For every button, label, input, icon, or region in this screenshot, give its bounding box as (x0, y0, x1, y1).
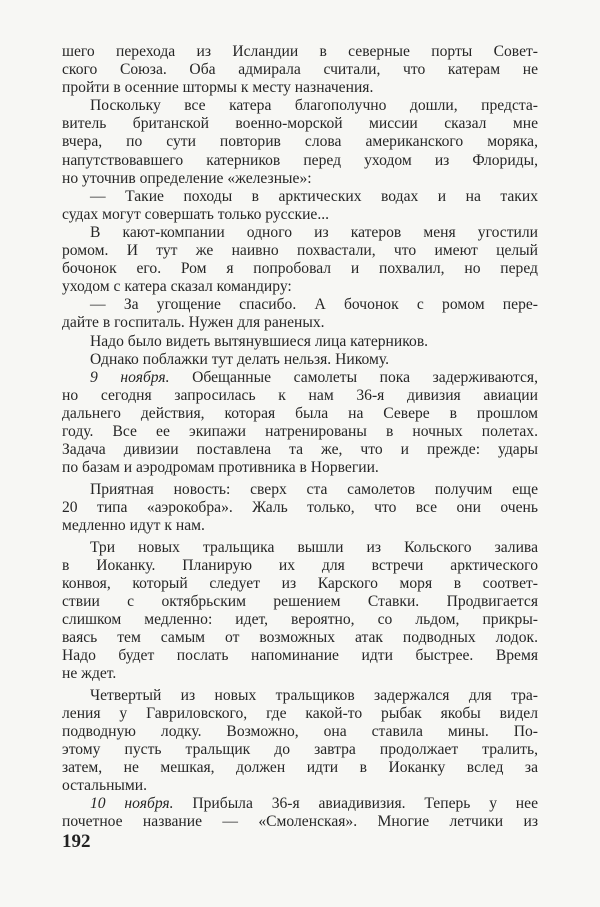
line-text: судах могут совершать только русские... (62, 205, 330, 223)
line-text: напутствовавшего катерников перед уходом из Флориды, (62, 151, 538, 169)
line-text: этому пусть тральщик до завтра продолжает тралить, (62, 741, 538, 759)
line-text: уходом с катера сказал командиру: (62, 278, 292, 296)
line-text: В кают-компании одного из катеров меня угостили (90, 223, 538, 241)
text-line (62, 278, 538, 296)
text-line (62, 296, 538, 314)
text-line (62, 387, 538, 405)
text-line (62, 777, 538, 795)
line-text: Обещанные самолеты пока задерживаются, (169, 368, 538, 386)
line-text: Однако поблажки тут делать нельзя. Никому. (90, 350, 389, 368)
text-line (62, 97, 538, 115)
line-text: медленно идут к нам. (62, 516, 205, 534)
text-line (62, 188, 538, 206)
line-text: но уточнив определение «железные»: (62, 169, 312, 187)
line-text: подводную лодку. Возможно, она ставила мины. По- (62, 722, 538, 740)
text-line (62, 481, 538, 499)
line-text: Прибыла 36-я авиадивизия. Теперь у нее (173, 795, 538, 813)
diary-date: 9 ноября. (90, 368, 170, 386)
text-line (62, 242, 538, 260)
text-line (62, 723, 538, 741)
text-line (62, 260, 538, 278)
book-page-text (62, 43, 538, 832)
line-text: ского Союза. Оба адмирала считали, что катерам не (62, 61, 538, 79)
diary-date: 10 ноября. (90, 795, 174, 813)
line-text: почетное название — «Смоленская». Многие летчики из (62, 813, 538, 831)
line-text: — Такие походы в арктических водах и на таких (90, 187, 538, 205)
text-line (62, 61, 538, 79)
line-text: конвоя, который следует из Карского моря в соответ- (62, 574, 538, 592)
page-number: 192 (62, 831, 91, 852)
text-line (62, 611, 538, 629)
text-line (62, 687, 538, 705)
text-line (62, 115, 538, 133)
line-text: дальнего действия, которая была на Севере в прошлом (62, 404, 538, 422)
text-line (62, 557, 538, 575)
text-line (62, 79, 538, 97)
text-line (62, 459, 538, 477)
line-text: Поскольку все катера благополучно дошли, предста- (90, 97, 538, 115)
text-line (62, 759, 538, 777)
line-text: но сегодня запросилась к нам 36-я дивизия авиации (62, 386, 538, 404)
line-text: ромом. И тут же наивно похвастали, что имеют целый (62, 242, 538, 260)
text-line (62, 741, 538, 759)
line-text: Приятная новость: сверх ста самолетов получим еще (90, 480, 538, 498)
line-text: не ждет. (62, 665, 117, 683)
text-line (62, 43, 538, 61)
text-line (62, 206, 538, 224)
line-text: Три новых тральщика вышли из Кольского залива (90, 538, 538, 556)
line-text: Четвертый из новых тральщиков задержался для тра- (90, 686, 538, 704)
line-text: по базам и аэродромам противника в Норвегии. (62, 459, 379, 477)
text-line (62, 539, 538, 557)
text-line (62, 133, 538, 151)
text-line (62, 499, 538, 517)
text-line (62, 705, 538, 723)
text-line (62, 170, 538, 188)
line-text: слишком медленно: идет, вероятно, со льдом, прикры- (62, 610, 538, 628)
text-line (62, 629, 538, 647)
line-text: витель британской военно-морской миссии сказал мне (62, 115, 538, 133)
line-text: Задача дивизии поставлена та же, что и прежде: удары (62, 441, 538, 459)
line-text: ления у Гавриловского, где какой-то рыбак якобы видел (62, 704, 538, 722)
text-line (62, 795, 538, 813)
line-text: 20 типа «аэрокобра». Жаль только, что все они очень (62, 498, 538, 516)
line-text: затем, не мешкая, должен идти в Иоканку вслед за (62, 759, 538, 777)
text-line (62, 405, 538, 423)
text-line (62, 333, 538, 351)
text-line (62, 593, 538, 611)
text-line (62, 441, 538, 459)
text-line (62, 152, 538, 170)
line-text: пройти в осенние штормы к месту назначения. (62, 79, 374, 97)
text-line (62, 813, 538, 831)
line-text: ваясь тем самым от возможных атак подводных лодок. (62, 629, 538, 646)
line-text: бочонок его. Ром я попробовал и похвалил, но перед (62, 260, 538, 278)
line-text: ствии с октябрьским решением Ставки. Продвигается (62, 592, 538, 610)
line-text: — За угощение спасибо. А бочонок с ромом пере- (90, 296, 538, 314)
line-text: в Иоканку. Планирую их для встречи арктического (62, 556, 538, 574)
text-line (62, 224, 538, 242)
text-line (62, 647, 538, 665)
line-text: вчера, по сути повторив слова американского моряка, (62, 133, 538, 151)
line-text: шего перехода из Исландии в северные порты Совет- (62, 43, 538, 60)
text-line (62, 517, 538, 535)
text-line (62, 351, 538, 369)
line-text: дайте в госпиталь. Нужен для раненых. (62, 314, 325, 332)
text-line (62, 665, 538, 683)
line-text: году. Все ее экипажи натренированы в ночных полетах. (62, 422, 538, 440)
line-text: Надо будет послать напоминание идти быстрее. Время (62, 647, 538, 665)
text-line (62, 575, 538, 593)
text-line (62, 369, 538, 387)
line-text: остальными. (62, 777, 147, 795)
line-text: Надо было видеть вытянувшиеся лица катерников. (90, 332, 429, 350)
text-line (62, 314, 538, 332)
text-line (62, 423, 538, 441)
